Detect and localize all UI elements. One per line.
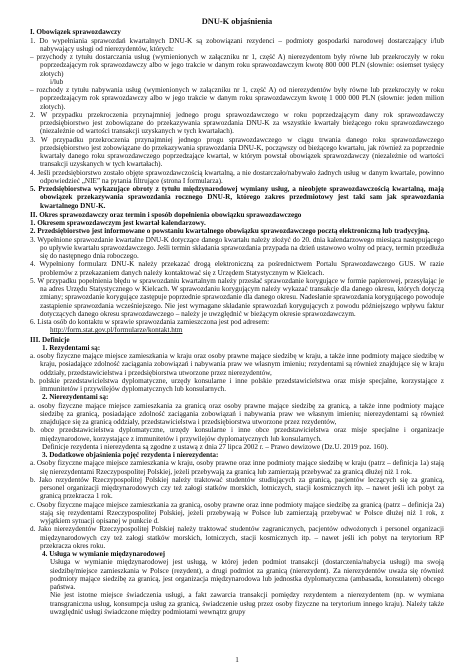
section-heading-definitions: III. Definicje: [30, 335, 70, 344]
paragraph: 2. Przedsiębiorstwo jest informowane o powstaniu kwartalnego obowiązku sprawozdawczego pocztą elektroniczną lub tradycyjną.: [30, 227, 430, 236]
paragraph: b. Jako rezydentów Rzeczypospolitej Polskiej należy traktować studentów studiujących za granicą, pacjentów leczących się za granicą, personel organizacji międzynarodowych czy też załogi statków morskich, lotniczych, stacji kosmicznych itp. – nawet jeśli ich pobyt za granicą przekracza 1 rok.: [30, 475, 444, 501]
definition-heading: 2. Nierezydentami są:: [42, 393, 109, 402]
paragraph: 4. Wypełniony formularz DNU-K należy przekazać drogą elektroniczną za pośrednictwem Portalu Sprawozdawczego GUS. W razie problemów z przekazaniem danych należy kontaktować się z Urzędem Statystycznym w Kielcach.: [30, 260, 444, 277]
paragraph: – rozchody z tytułu nabywania usług (wymienionych w załączniku nr 1, część A) od nierezydentów były równe lub przekroczyły w roku poprzedzającym rok sprawozdawczy albo w jego trakcie w danym roku sprawozdawczym kwotę 1 000 000 PLN (słownie: jeden milion złotych).: [30, 86, 444, 111]
paragraph: Nie jest istotne miejsce świadczenia usługi, a fakt zawarcia transakcji pomiędzy rezydentem a nierezydentem (np. w wymiana transgraniczna usług, konsumpcja usług za granicą, świadczenie usług przez osoby fizyczne na terytorium innego kraju). Należy także uwzględnić usługi świadczone między podmiotami wewnątrz grupy: [50, 591, 444, 616]
contact-link[interactable]: http://form.stat.gov.pl/formularze/kontakt.htm: [50, 326, 183, 335]
paragraph: 5. W przypadku popełnienia błędu w sprawozdaniu kwartalnym należy przesłać sprawozdanie korygujące w formie papierowej, przesyłając je na adres Urzędu Statystycznego w Kielcach. W sprawozdaniu korygującym należy wykazać transakcje dla danego okresu, których dotyczą zmiany; sprawozdanie korygujące zastępuje poprzednie sprawozdanie dla danego okresu. Nadesłanie sprawozdania korygującego powoduje zastąpienie sprawozdania wcześniejszego. Nie jest wymagane składanie sprawozdań korygujących z powodu późniejszego wpływu faktur dotyczących danego okresu sprawozdawczego – należy je uwzględnić w bieżącym okresie sprawozdawczym.: [30, 276, 444, 318]
paragraph: 1. Okresem sprawozdawczym jest kwartał kalendarzowy.: [30, 219, 206, 227]
paragraph: d. Jako nierezydentów Rzeczypospolitej Polskiej należy traktować studentów zagranicznych, pacjentów odwożonych i personel organizacji międzynarodowych czy też załogi statków morskich, lotniczych, stacji kosmicznych itp. – nawet jeśli ich pobyt na terytorium RP przekracza okres roku.: [30, 525, 444, 550]
section-heading-period: II. Okres sprawozdawczy oraz termin i sposób dopełnienia obowiązku sprawozdawczego: [30, 210, 302, 219]
paragraph: 3. Wypełnione sprawozdanie kwartalne DNU-K dotyczące danego kwartału należy złożyć do 20. dnia kalendarzowego miesiąca następującego po upływie kwartału sprawozdawczego. Jeśli termin składania sprawozdania przypada na dzień ustawowo wolny od pracy, termin przedłuża się do następnego dnia roboczego.: [30, 235, 444, 260]
paragraph: b. obce przedstawicielstwa dyplomatyczne, urzędy konsularne i inne obce przedstawicielstwa oraz misje specjalne i organizacje międzynarodowe, korzystające z immunitetów i przywilejów dyplomatycznych lub konsularnych.: [30, 426, 444, 443]
paragraph: 1. Do wypełniania sprawozdań kwartalnych DNU-K są zobowiązani rezydenci – podmioty gospodarki narodowej dostarczający i/lub nabywający usługi od nierezydentów, których:: [30, 36, 444, 53]
paragraph: a. osoby fizyczne mające miejsce zamieszkania w kraju oraz osoby prawne mające siedzibę w kraju, a także inne podmioty mające siedzibę w kraju, posiadające zdolność zaciągania zobowiązań i nabywania praw we własnym imieniu; rezydentami są również znajdujące się w kraju oddziały, przedstawicielstwa i przedsiębiorstwa utworzone przez nierezydentów,: [30, 352, 444, 377]
paragraph: a. osoby fizyczne mające miejsce zamieszkania za granicą oraz osoby prawne mające siedzibę za granicą, a także inne podmioty mające siedzibę za granicą, posiadające zdolność zaciągania zobowiązań i nabywania praw we własnym imieniu; nierezydentami są również znajdujące się za granicą oddziały, przedstawicielstwa i przedsiębiorstwa utworzone przez rezydentów,: [30, 401, 444, 426]
paragraph: Definicje rezydenta i nierezydenta są zgodne z ustawą z dnia 27 lipca 2002 r. – Prawo dewizowe (Dz.U. 2019 poz. 160).: [42, 442, 389, 451]
paragraph: b. polskie przedstawicielstwa dyplomatyczne, urzędy konsularne i inne polskie przedstawicielstwa oraz misje specjalne, korzystające z immunitetów i przywilejów dyplomatycznych lub konsularnych.: [30, 376, 444, 393]
section-heading-obligation: I. Obowiązek sprawozdawczy: [30, 28, 121, 37]
paragraph: 4. Jeśli przedsiębiorstwo zostało objęte sprawozdawczością kwartalną, a nie dostarczało/nabywało żadnych usług w danym kwartale, powinno odpowiedzieć „NIE” na pytania filtrujące (strona I formularza).: [30, 168, 444, 185]
definition-heading: 3. Dodatkowe objaśnienia pojęć rezydenta i nierezydenta:: [42, 451, 219, 459]
paragraph: a. Osoby fizyczne mające miejsce zamieszkania w kraju, osoby prawne oraz inne podmioty mające siedzibę w kraju (patrz – definicja 1a) stają się nierezydentami Rzeczypospolitej Polskiej, jeżeli przebywają za granicą lub zamierzają przebywać za granicą dłużej niż 1 rok.: [30, 459, 444, 476]
paragraph: – przychody z tytułu dostarczania usług (wymienionych w załączniku nr 1, część A) nierezydentom były równe lub przekroczyły w roku poprzedzającym rok sprawozdawczy albo w jego trakcie w danym roku sprawozdawczym kwotę 800 000 PLN (słownie: osiemset tysięcy złotych): [30, 53, 444, 78]
page-number: 1: [235, 655, 239, 664]
paragraph: i/lub: [50, 77, 64, 86]
paragraph: 3. W przypadku przekroczenia przynajmniej jednego progu sprawozdawczego w ciągu trwania danego roku sprawozdawczego przedsiębiorstwo jest zobowiązane do przekazywania sprawozdania DNU-K, począwszy od bieżącego kwartału, jak również za poprzednie kwartały danego roku sprawozdawczego poprzedzające kwartał, w którym powstał obowiązek sprawozdawczy (niezależnie od wartości transakcji uzyskanych w tych kwartałach).: [30, 135, 444, 169]
page-title: DNU-K objaśnienia: [201, 17, 273, 26]
paragraph: 5. Przedsiębiorstwa wykazujące obroty z tytułu międzynarodowej wymiany usług, a nieobjęte sprawozdawczością kwartalną, mają obowiązek przekazywania sprawozdania rocznego DNU-R, którego zakres przedmiotowy jest taki sam jak sprawozdania kwartalnego DNU-K.: [30, 185, 444, 210]
paragraph: Usługa w wymianie międzynarodowej jest usługą, w której jeden podmiot transakcji (dostarczenia/nabycia usługi) ma swoją siedzibę/miejsce zamieszkania w Polsce (rezydent), a drugi podmiot za granicą (nierezydent). Za nierezydentów uważa się również podmioty mające siedzibę za granicą, jest organizacja międzynarodowa lub jednostka dyplomatyczna (ambasada, konsulatem) obcego państwa.: [50, 558, 444, 591]
paragraph: 2. W przypadku przekroczenia przynajmniej jednego progu sprawozdawczego w roku poprzedzającym dany rok sprawozdawczy przedsiębiorstwo jest zobowiązane do przekazywania sprawozdania DNU-K za wszystkie kwartały bieżącego roku sprawozdawczego (niezależnie od wartości transakcji uzyskanych w tych kwartałach).: [30, 110, 444, 136]
paragraph: c. Osoby fizyczne mające miejsce zamieszkania za granicą, osoby prawne oraz inne podmioty mające siedzibę za granicą (patrz – definicja 2a) stają się rezydentami Rzeczypospolitej Polskiej, jeżeli przebywają w Polsce lub zamierzają przebywać w Polsce dłużej niż 1 rok, z wyjątkiem sytuacji opisanej w punkcie d.: [30, 500, 444, 525]
definition-heading: 1. Rezydentami są:: [42, 343, 101, 352]
definition-heading: 4. Usługa w wymianie międzynarodowej: [42, 550, 166, 558]
paragraph: 6. Lista osób do kontaktu w sprawie sprawozdania zamieszczona jest pod adresem:: [30, 318, 270, 326]
